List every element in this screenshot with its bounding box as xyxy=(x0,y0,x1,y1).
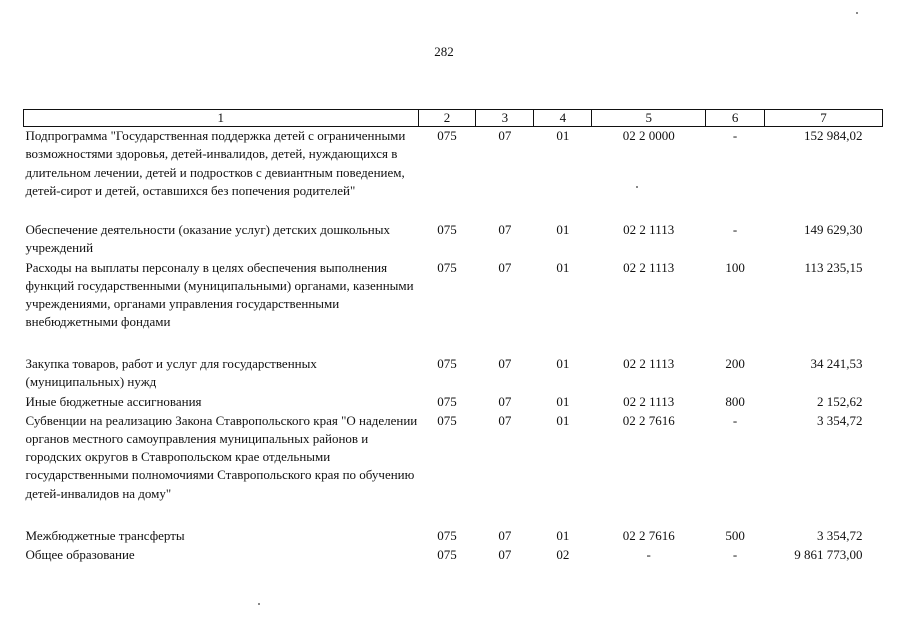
scan-speck xyxy=(856,12,858,14)
row-sum: 113 235,15 xyxy=(804,259,863,275)
table-row xyxy=(24,546,883,565)
row-code-vr: 100 xyxy=(725,259,745,275)
row-description: Подпрограмма "Государственная поддержка детей с ограниченными возможностями здоровья, детей-инвалидов, детей, нуждающихся в длительном лечении, детей и подростков с девиантным поведением, детей-сирот и детей, оставшихся без попечения родителей" xyxy=(25,128,406,198)
row-code-vr: 800 xyxy=(725,393,745,409)
row-code-vr: - xyxy=(732,412,738,428)
row-code-ved: 075 xyxy=(437,412,457,428)
row-sum: 3 354,72 xyxy=(817,527,863,543)
row-code-vr: - xyxy=(732,128,738,143)
row-sum: 3 354,72 xyxy=(817,412,863,428)
row-code-pr: 01 xyxy=(556,412,570,428)
row-code-csr: 02 2 1113 xyxy=(623,355,675,371)
row-description: Субвенции на реализацию Закона Ставропольского края "О наделении органов местного самоуправления муниципальных районов и городских округов в Ставропольском крае отдельными государственными полномочиями Ставропольского края по обучению детей-инвалидов на дому" xyxy=(25,412,418,501)
table-row xyxy=(24,259,883,355)
row-code-csr: - xyxy=(646,546,651,562)
row-description: Закупка товаров, работ и услуг для государственных (муниципальных) нужд xyxy=(25,355,317,389)
row-description: Общее образование xyxy=(25,546,135,562)
header-col-1: 1 xyxy=(24,110,419,127)
table-row xyxy=(24,355,883,393)
row-code-pr: 01 xyxy=(556,259,570,275)
header-col-6: 6 xyxy=(706,110,765,127)
table-row xyxy=(24,393,883,412)
row-code-vr: 200 xyxy=(725,355,745,371)
row-sum: 9 861 773,00 xyxy=(794,546,863,562)
scan-speck xyxy=(258,603,260,605)
table-row xyxy=(24,527,883,546)
row-code-pr: 01 xyxy=(556,128,570,143)
row-code-ved: 075 xyxy=(437,259,457,275)
row-sum: 152 984,02 xyxy=(804,128,863,143)
row-code-rz: 07 xyxy=(498,355,512,371)
row-code-rz: 07 xyxy=(498,527,512,543)
header-col-5: 5 xyxy=(592,110,706,127)
budget-table xyxy=(23,109,883,565)
row-code-ved: 075 xyxy=(437,221,457,237)
row-code-rz: 07 xyxy=(498,221,512,237)
row-code-vr: - xyxy=(732,546,738,562)
row-code-pr: 01 xyxy=(556,221,570,237)
header-col-4: 4 xyxy=(534,110,592,127)
row-code-pr: 01 xyxy=(556,393,570,409)
row-code-csr: 02 2 7616 xyxy=(622,527,675,543)
header-row xyxy=(24,110,883,127)
row-code-csr: 02 2 1113 xyxy=(623,259,675,275)
row-code-rz: 07 xyxy=(498,128,512,143)
page-number: 282 xyxy=(434,44,454,59)
table-row xyxy=(24,127,883,221)
header-col-7: 7 xyxy=(765,110,883,127)
row-code-rz: 07 xyxy=(498,546,512,562)
row-description: Расходы на выплаты персоналу в целях обеспечения выполнения функций государственными (муниципальными) органами, казенными учреждениями, органами управления государственными внебюджетными фондами xyxy=(25,259,414,330)
row-code-rz: 07 xyxy=(498,412,512,428)
row-code-csr: 02 2 7616 xyxy=(622,412,675,428)
row-code-ved: 075 xyxy=(437,393,457,409)
header-col-3: 3 xyxy=(476,110,534,127)
row-description: Межбюджетные трансферты xyxy=(25,527,185,543)
row-code-pr: 02 xyxy=(556,546,570,562)
row-code-csr: 02 2 0000 xyxy=(622,128,675,143)
row-description: Обеспечение деятельности (оказание услуг) детских дошкольных учреждений xyxy=(25,221,390,255)
row-code-csr: 02 2 1113 xyxy=(623,393,675,409)
table-row xyxy=(24,221,883,259)
row-code-csr: 02 2 1113 xyxy=(623,221,675,237)
row-code-ved: 075 xyxy=(437,546,457,562)
row-code-rz: 07 xyxy=(498,259,512,275)
row-description: Иные бюджетные ассигнования xyxy=(25,393,202,409)
row-code-rz: 07 xyxy=(498,393,512,409)
row-sum: 149 629,30 xyxy=(804,221,863,237)
row-code-ved: 075 xyxy=(437,527,457,543)
table-row xyxy=(24,412,883,527)
row-code-pr: 01 xyxy=(556,355,570,371)
row-code-ved: 075 xyxy=(437,128,457,143)
row-code-pr: 01 xyxy=(556,527,570,543)
row-code-ved: 075 xyxy=(437,355,457,371)
row-sum: 2 152,62 xyxy=(817,393,863,409)
header-col-2: 2 xyxy=(418,110,476,127)
row-sum: 34 241,53 xyxy=(810,355,863,371)
row-code-vr: - xyxy=(732,221,738,237)
row-code-vr: 500 xyxy=(725,527,745,543)
